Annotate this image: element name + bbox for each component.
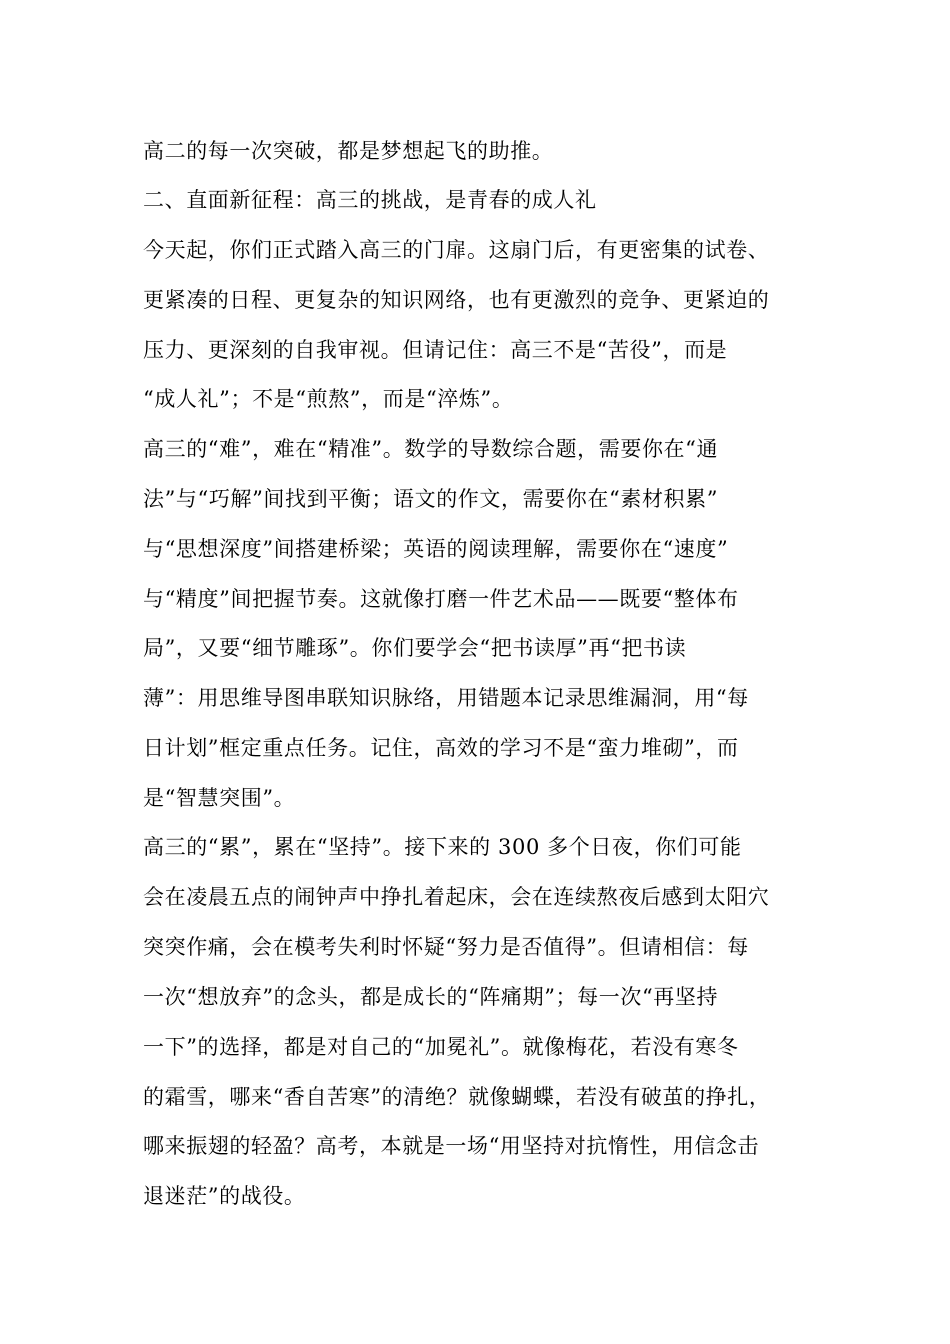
text-line: “成人礼”；不是“煎熬”，而是“淬炼”。 (143, 387, 514, 411)
text-line: 日计划”框定重点任务。记住，高效的学习不是“蛮力堆砌”，而 (143, 736, 739, 760)
text-line: 薄”：用思维导图串联知识脉络，用错题本记录思维漏洞，用“每 (143, 686, 749, 710)
text-line: 突突作痛，会在模考失利时怀疑“努力是否值得”。但请相信：每 (143, 935, 749, 959)
text-line: 一次“想放弃”的念头，都是成长的“阵痛期”；每一次“再坚持 (143, 985, 719, 1009)
text-line: 法”与“巧解”间找到平衡；语文的作文，需要你在“素材积累” (143, 487, 719, 511)
text-line: 是“智慧突围”。 (143, 786, 296, 810)
text-line: 哪来振翅的轻盈？高考，本就是一场“用坚持对抗惰性，用信念击 (143, 1134, 760, 1158)
text-line: 高三的“累”，累在“坚持”。接下来的 300 多个日夜，你们可能 (143, 835, 742, 859)
text-line: 一下”的选择，都是对自己的“加冕礼”。就像梅花，若没有寒冬 (143, 1035, 739, 1059)
text-line: 退迷茫”的战役。 (143, 1184, 306, 1208)
text-line: 压力、更深刻的自我审视。但请记住：高三不是“苦役”，而是 (143, 338, 728, 362)
text-line: 与“思想深度”间搭建桥梁；英语的阅读理解，需要你在“速度” (143, 537, 729, 561)
text-line: 更紧凑的日程、更复杂的知识网络，也有更激烈的竞争、更紧迫的 (143, 288, 770, 312)
section-heading: 二、直面新征程：高三的挑战，是青春的成人礼 (143, 188, 597, 212)
text-line: 高二的每一次突破，都是梦想起飞的助推。 (143, 139, 554, 163)
text-line: 与“精度”间把握节奏。这就像打磨一件艺术品——既要“整体布 (143, 587, 739, 611)
text-line: 高三的“难”，难在“精准”。数学的导数综合题，需要你在“通 (143, 437, 719, 461)
text-line: 今天起，你们正式踏入高三的门扉。这扇门后，有更密集的试卷、 (143, 238, 770, 262)
text-line: 会在凌晨五点的闹钟声中挣扎着起床，会在连续熬夜后感到太阳穴 (143, 885, 770, 909)
text-line: 的霜雪，哪来“香自苦寒”的清绝？就像蝴蝶，若没有破茧的挣扎， (143, 1085, 771, 1109)
text-line: 局”，又要“细节雕琢”。你们要学会“把书读厚”再“把书读 (143, 636, 687, 660)
